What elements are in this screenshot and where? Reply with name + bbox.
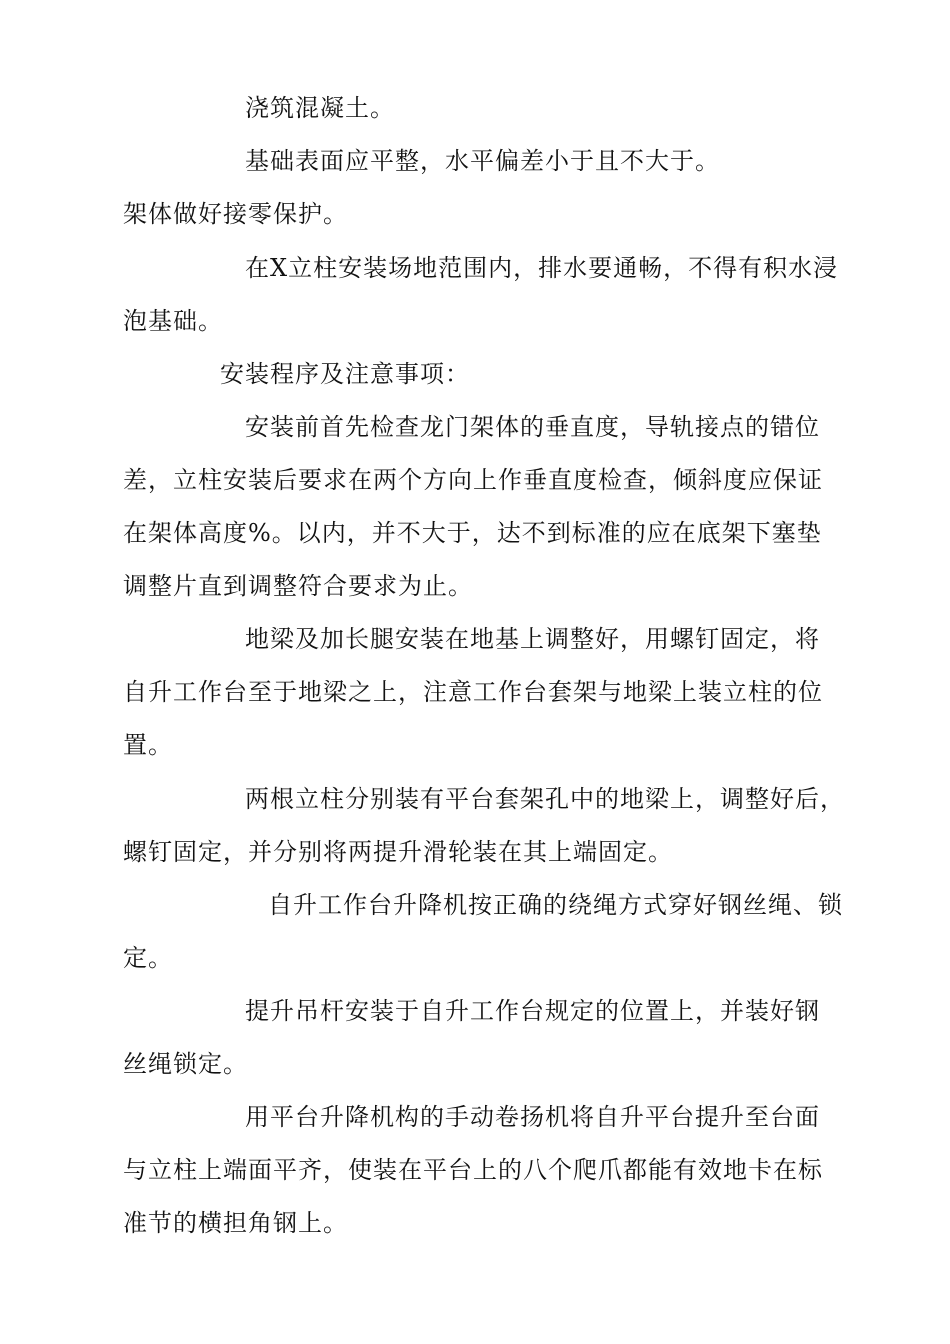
text-line: 基础表面应平整，水平偏差小于且不大于。: [245, 147, 720, 175]
text-line: 自升工作台升降机按正确的绕绳方式穿好钢丝绳、锁: [268, 891, 843, 919]
text-line: 提升吊杆安装于自升工作台规定的位置上，并装好钢: [245, 997, 820, 1025]
text-line: 调整片直到调整符合要求为止。: [123, 572, 473, 600]
text-line: 与立柱上端面平齐，使装在平台上的八个爬爪都能有效地卡在标: [123, 1156, 823, 1184]
text-line: 浇筑混凝土。: [245, 94, 395, 122]
text-line: 在X立柱安装场地范围内，排水要通畅，不得有积水浸: [245, 254, 839, 282]
text-line: 在架体高度%。以内，并不大于，达不到标准的应在底架下塞垫: [123, 519, 822, 547]
text-line: 准节的横担角钢上。: [123, 1209, 348, 1237]
text-line: 置。: [123, 731, 173, 759]
text-line: 安装前首先检查龙门架体的垂直度，导轨接点的错位: [245, 413, 820, 441]
text-line: 两根立柱分别装有平台套架孔中的地梁上，调整好后，: [245, 785, 845, 813]
text-line: 用平台升降机构的手动卷扬机将自升平台提升至台面: [245, 1103, 820, 1131]
text-line: 差，立柱安装后要求在两个方向上作垂直度检查，倾斜度应保证: [123, 466, 823, 494]
text-line: 螺钉固定，并分别将两提升滑轮装在其上端固定。: [123, 838, 673, 866]
section-heading: 安装程序及注意事项：: [220, 360, 470, 388]
text-line: 定。: [123, 944, 173, 972]
text-line: 丝绳锁定。: [123, 1050, 248, 1078]
text-line: 地梁及加长腿安装在地基上调整好，用螺钉固定，将: [245, 625, 820, 653]
text-line: 架体做好接零保护。: [123, 200, 348, 228]
text-line: 泡基础。: [123, 307, 223, 335]
text-line: 自升工作台至于地梁之上，注意工作台套架与地梁上装立柱的位: [123, 678, 823, 706]
